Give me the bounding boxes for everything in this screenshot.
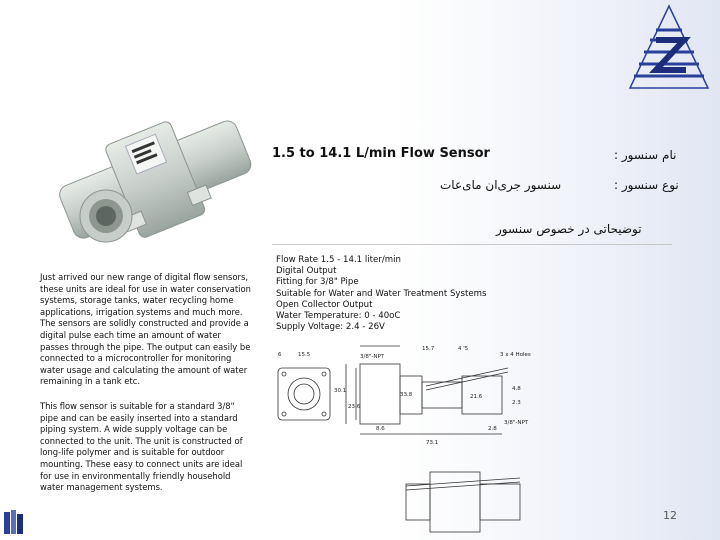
dim-label: 3/8"-NPT bbox=[504, 420, 529, 426]
spec-item: Fitting for 3/8" Pipe bbox=[276, 277, 359, 288]
dim-label: 15.7 bbox=[422, 346, 435, 352]
page-number: 12 bbox=[663, 509, 677, 522]
dim-label: 15.5 bbox=[298, 352, 311, 358]
spec-item: Digital Output bbox=[276, 266, 337, 277]
spec-item: Suitable for Water and Water Treatment Systems bbox=[276, 288, 487, 299]
dim-label: 2.8 bbox=[488, 426, 497, 432]
spec-item: Supply Voltage: 2.4 - 26V bbox=[276, 322, 385, 333]
dim-label: 4 '5 bbox=[458, 346, 469, 352]
description-paragraph: This flow sensor is suitable for a standard 3/8" pipe and can be easily inserted into a standard piping system. A wide supply voltage can be connected to the unit. The unit is constructed of long-life polymer and is suitable for outdoor mounting. These easy to connect units are ideal for use in environmentally friendly household water management systems. bbox=[40, 400, 243, 493]
dim-label: 8.6 bbox=[376, 426, 385, 432]
sensor-name-label: نام سنسور : bbox=[614, 148, 677, 162]
description-paragraph: Just arrived our new range of digital flow sensors, these units are ideal for use in water conservation systems, storage tanks, water recycling home applications, irrigation systems and much more. The sensors are solidly constructed and provide a digital pulse each time an amount of water passes through the pipe. The output can easily be connected to a microcontroller for monitoring water usage and calculating the amount of water remaining in a tank etc. bbox=[40, 272, 251, 387]
spec-item: Flow Rate 1.5 - 14.1 liter/min bbox=[276, 255, 401, 265]
divider bbox=[272, 244, 672, 245]
dim-label: 4.8 bbox=[512, 386, 521, 392]
dim-label: 33.8 bbox=[400, 392, 413, 398]
sensor-type-value: سنسور جری‌ان مای‌عات bbox=[440, 178, 562, 192]
dim-label: 23.6 bbox=[348, 404, 361, 410]
sensor-name-value: 1.5 to 14.1 L/min Flow Sensor bbox=[272, 146, 490, 161]
spec-item: Water Temperature: 0 - 40oC bbox=[276, 311, 401, 322]
dim-label: 6 bbox=[278, 352, 282, 358]
description-heading: توضیحاتی در خصوص سنسور bbox=[496, 222, 642, 236]
company-logo bbox=[626, 2, 712, 92]
book-icon bbox=[2, 508, 26, 536]
flow-sensor-photo bbox=[48, 94, 258, 252]
dim-label: 3/8"-NPT bbox=[360, 354, 385, 360]
sensor-type-label: نوع سنسور : bbox=[614, 178, 679, 192]
technical-drawing bbox=[276, 338, 550, 534]
dim-label: 73.1 bbox=[426, 440, 439, 446]
dim-label: 2.3 bbox=[512, 400, 521, 406]
dim-label: 30.1 bbox=[334, 388, 347, 394]
spec-list bbox=[276, 255, 536, 333]
description-text bbox=[40, 272, 252, 507]
spec-item: Open Collector Output bbox=[276, 299, 373, 310]
dim-label: 3 x 4 Holes bbox=[500, 352, 531, 358]
dim-label: 21.6 bbox=[470, 394, 483, 400]
